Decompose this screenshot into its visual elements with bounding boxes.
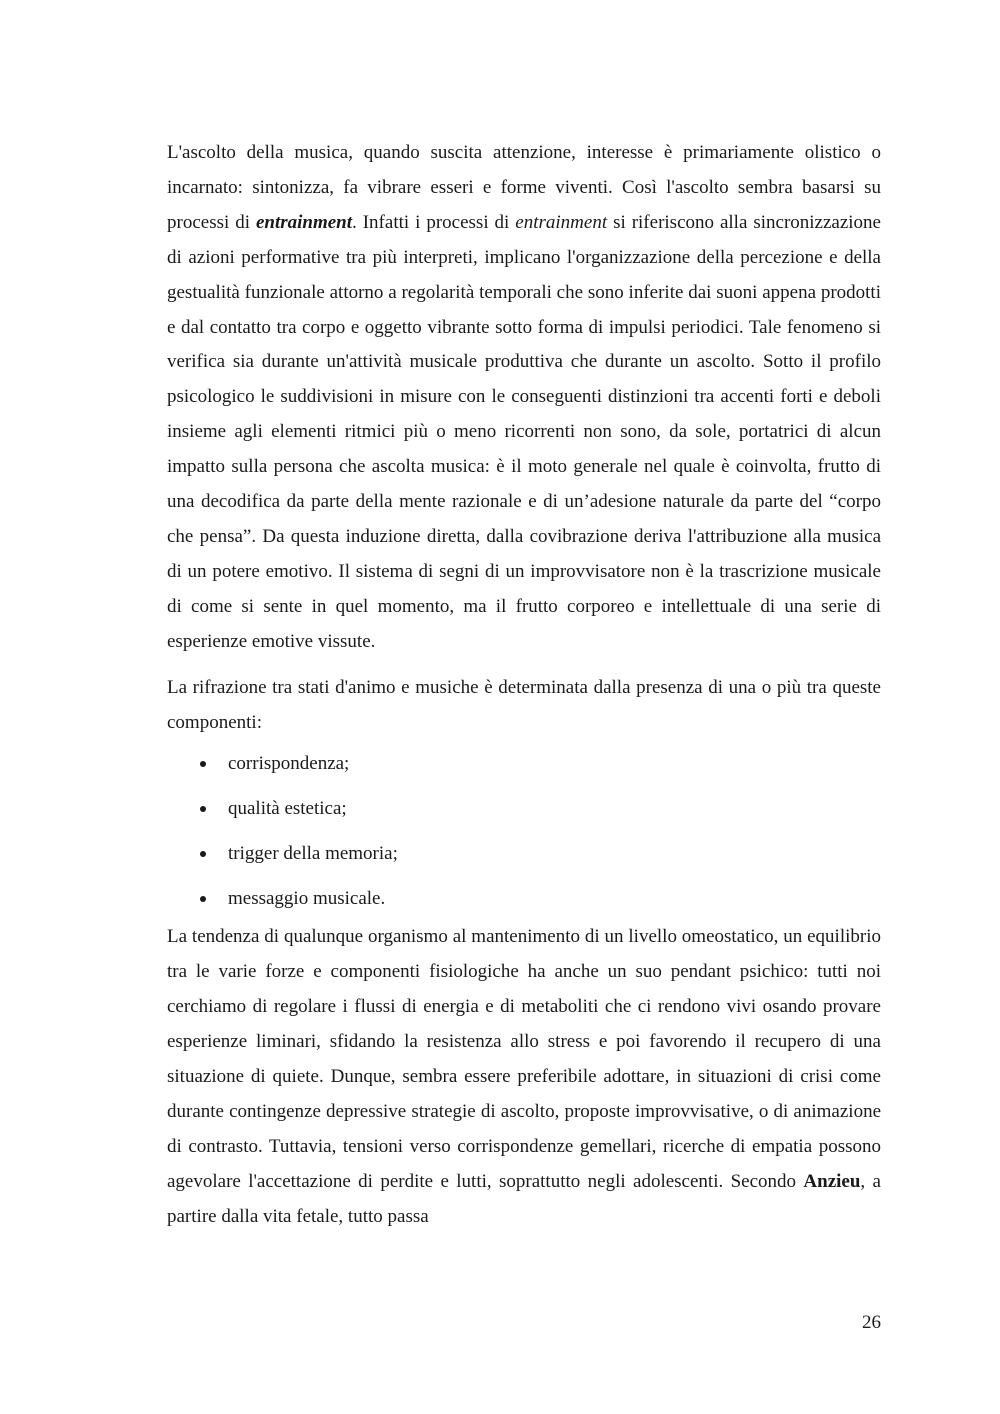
list-item-text: corrispondenza; bbox=[228, 753, 350, 775]
page-body bbox=[167, 136, 881, 1235]
list-item-text: messaggio musicale. bbox=[228, 888, 386, 910]
list-item bbox=[167, 752, 881, 775]
list-item-text: trigger della memoria; bbox=[228, 843, 398, 865]
page-number: 26 bbox=[862, 1312, 881, 1333]
text-run: La tendenza di qualunque organismo al mantenimento di un livello omeostatico, un equilibrio tra le varie forze e componenti fisiologiche ha anche un suo pendant psichico: tutti noi cerchiamo di regolare i flussi di energia e di metaboliti che ci rendono vivi osando provare esperienze liminari, sfidando la resistenza allo stress e poi favorendo il recupero di una situazione di quiete. Dunque, sembra essere preferibile adottare, in situazioni di crisi come durante contingenze depressive strategie di ascolto, proposte improvvisative, o di animazione di contrasto. Tuttavia, tensioni verso corrispondenze gemellari, ricerche di empatia possono agevolare l'accettazione di perdite e lutti, soprattutto negli adolescenti. Secondo bbox=[167, 926, 881, 1192]
bullet-icon bbox=[200, 896, 206, 902]
components-list bbox=[167, 752, 881, 910]
text-run: , a partire dalla vita fetale, tutto passa bbox=[167, 1170, 881, 1227]
bullet-icon bbox=[200, 806, 206, 812]
emphasis-anzieu: Anzieu bbox=[803, 1170, 861, 1192]
list-item bbox=[167, 797, 881, 820]
list-item-text: qualità estetica; bbox=[228, 798, 347, 820]
emphasis-entrainment-italic: entrainment bbox=[515, 211, 608, 233]
bullet-icon bbox=[200, 761, 206, 767]
paragraph-components-intro: La rifrazione tra stati d'animo e musiche è determinata dalla presenza di una o più tra queste componenti: bbox=[167, 676, 881, 733]
text-run: L'ascolto della musica, quando suscita attenzione, interesse è primariamente olistico o incarnato: sintonizza, fa vibrare esseri e forme viventi. Così l'ascolto sembra basarsi su processi di bbox=[167, 142, 881, 233]
emphasis-entrainment-bold: entrainment bbox=[255, 211, 353, 233]
list-item bbox=[167, 887, 881, 910]
list-item bbox=[167, 842, 881, 865]
paragraph-entrainment bbox=[167, 136, 881, 660]
bullet-icon bbox=[200, 851, 206, 857]
paragraph-homeostasis bbox=[167, 920, 881, 1234]
text-run: . Infatti i processi di bbox=[352, 211, 516, 233]
text-run: si riferiscono alla sincronizzazione di azioni performative tra più interpreti, implicano l'organizzazione della percezione e della gestualità funzionale attorno a regolarità temporali che sono inferite dai suoni appena prodotti e dal contatto tra corpo e oggetto vibrante sotto forma di impulsi periodici. Tale fenomeno si verifica sia durante un'attività musicale produttiva che durante un ascolto. Sotto il profilo psicologico le suddivisioni in misure con le conseguenti distinzioni tra accenti forti e deboli insieme agli elementi ritmici più o meno ricorrenti non sono, da sole, portatrici di alcun impatto sulla persona che ascolta musica: è il moto generale nel quale è coinvolta, frutto di una decodifica da parte della mente razionale e di un’adesione naturale da parte del “corpo che pensa”. Da questa induzione diretta, dalla covibrazione deriva l'attribuzione alla musica di un potere emotivo. Il sistema di segni di un improvvisatore non è la trascrizione musicale di come si sente in quel momento, ma il frutto corporeo e intellettuale di una serie di esperienze emotive vissute. bbox=[167, 211, 881, 652]
